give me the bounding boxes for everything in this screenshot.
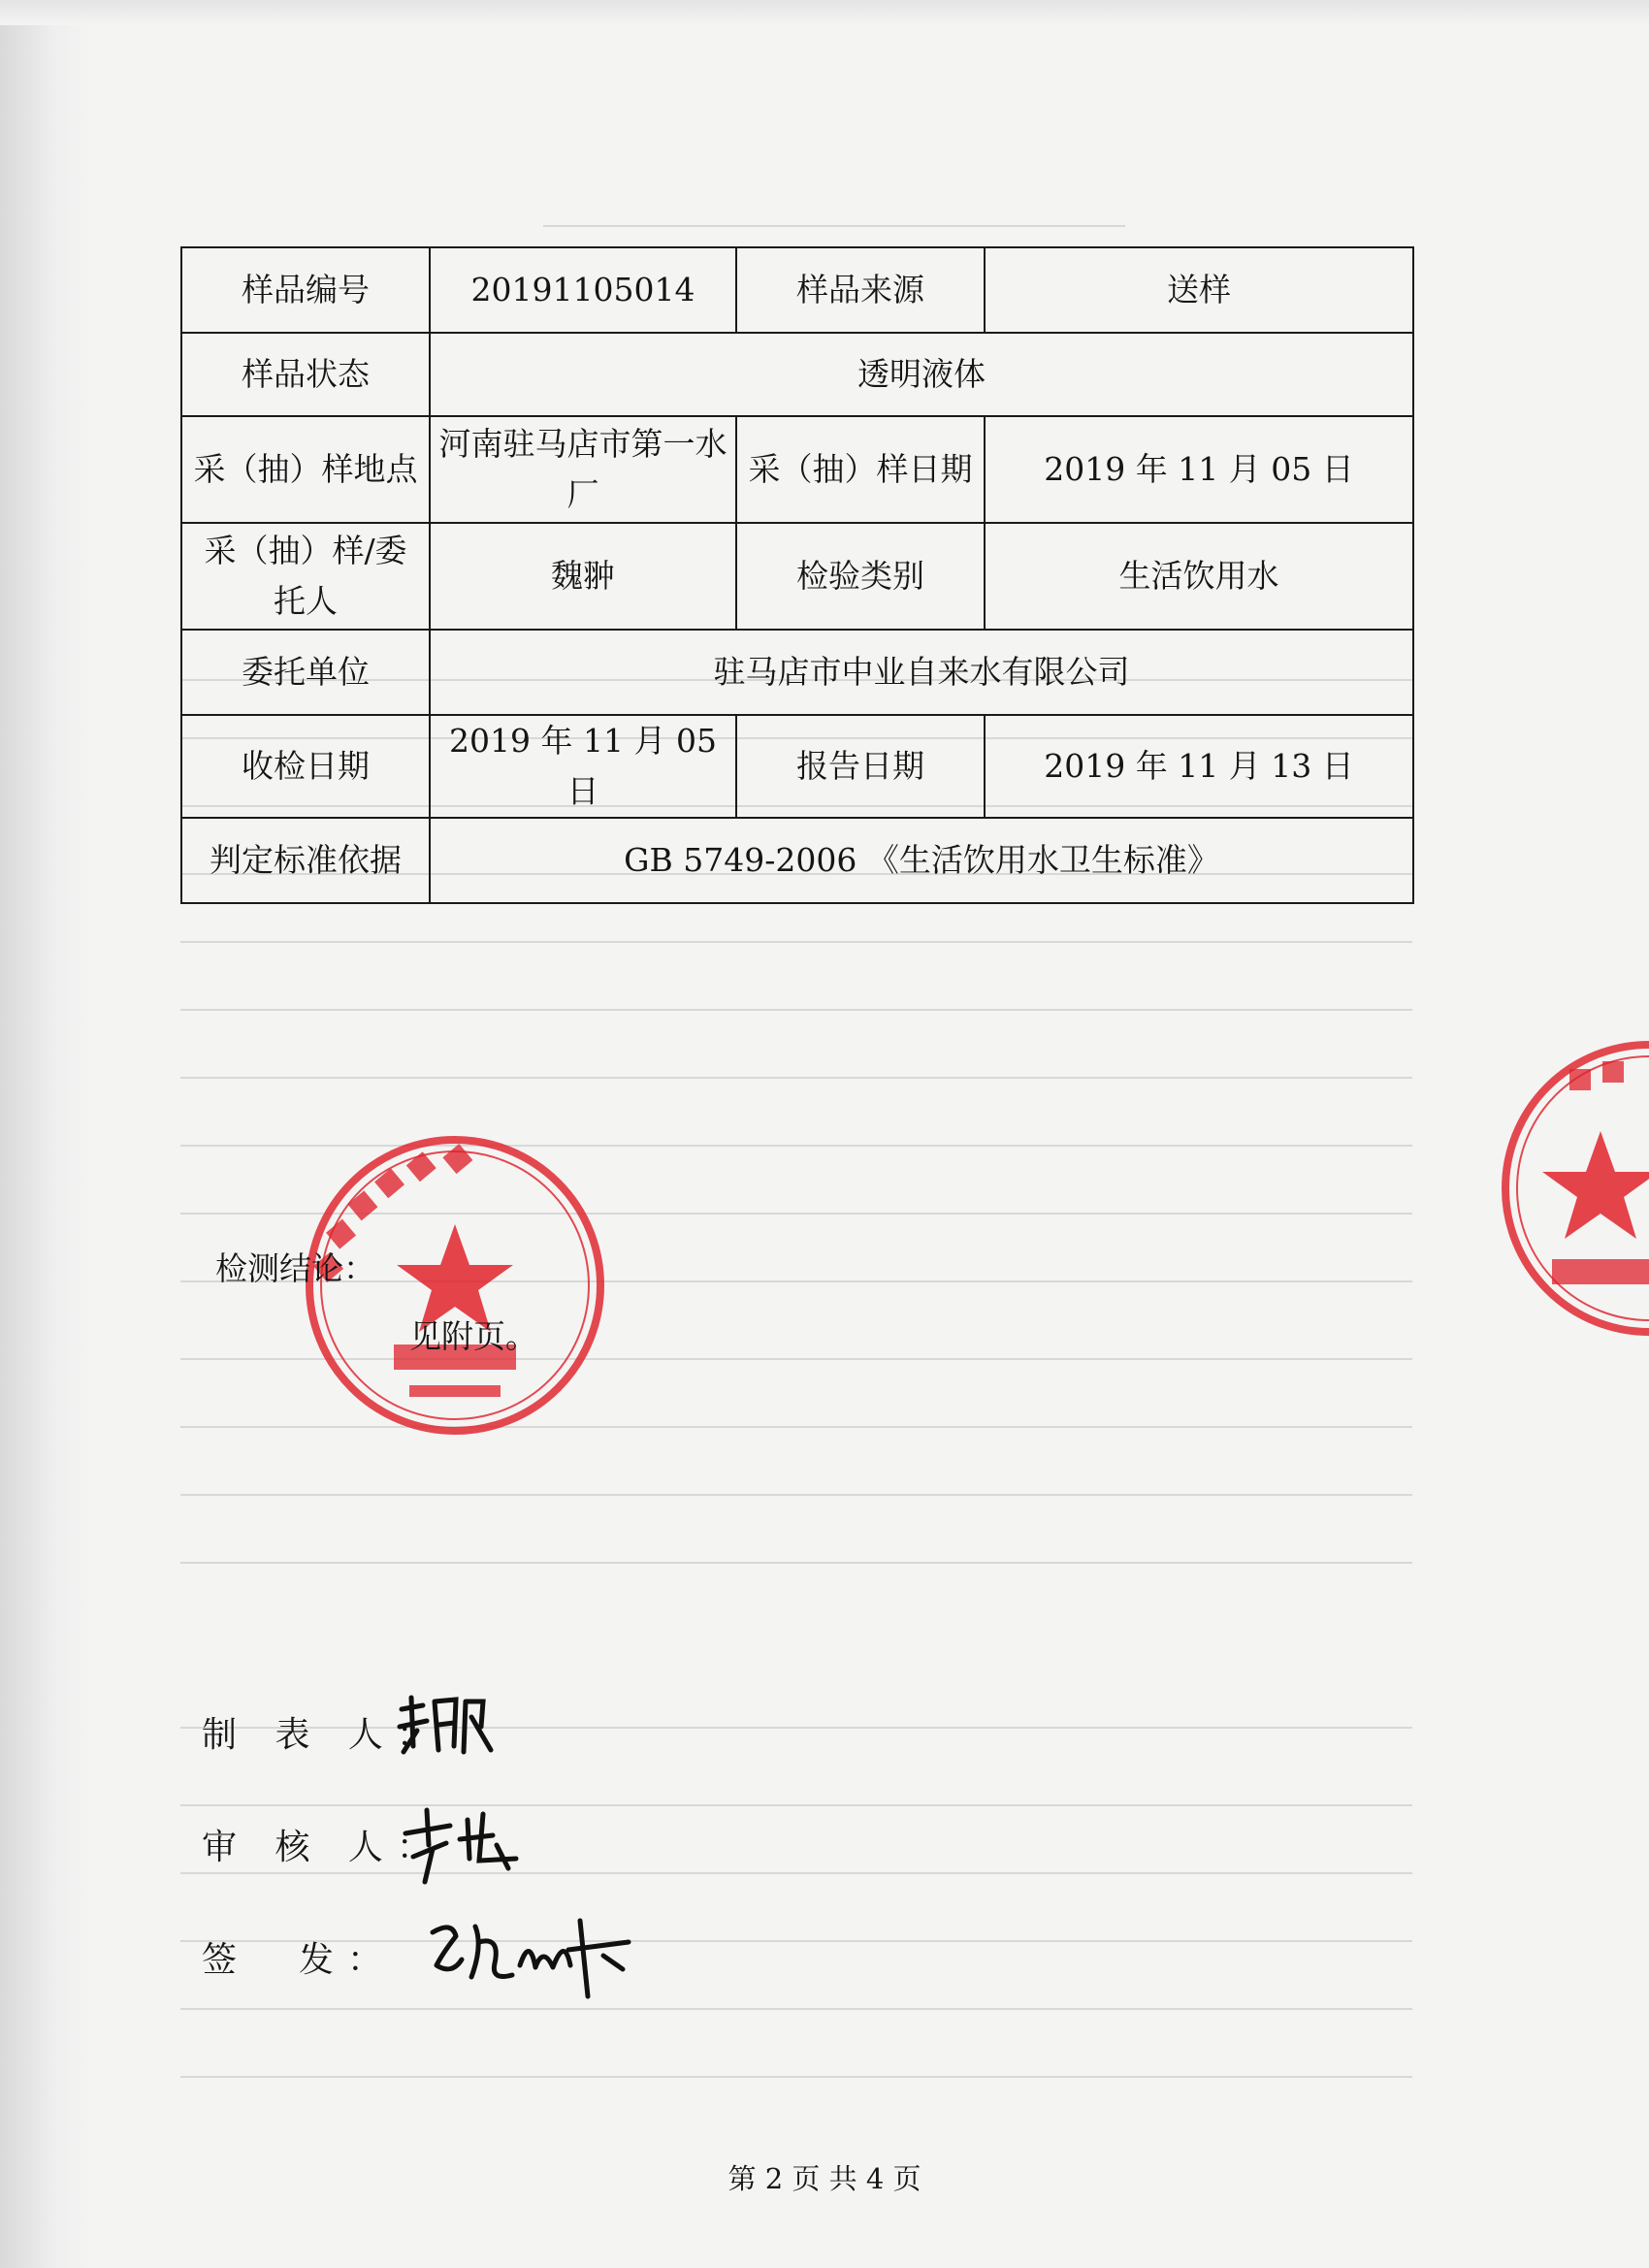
value-cell: 2019 年 11 月 05 日 xyxy=(430,715,736,818)
value-cell: 生活饮用水 xyxy=(985,523,1413,630)
label-cell: 采（抽）样地点 xyxy=(181,416,430,523)
table-row xyxy=(181,523,1413,630)
label-cell: 采（抽）样/委托人 xyxy=(181,523,430,630)
table-row xyxy=(181,416,1413,523)
reviewed-by-label: 审 核 人： xyxy=(202,1828,445,1867)
label-cell: 报告日期 xyxy=(736,715,985,818)
label-cell: 样品编号 xyxy=(181,247,430,333)
page-number: 第 2 页 共 4 页 xyxy=(728,2162,922,2195)
table-row xyxy=(181,333,1413,416)
issued-by-label: 签 发： xyxy=(202,1940,397,1980)
value-cell: 驻马店市中业自来水有限公司 xyxy=(430,630,1413,715)
inspection-seal-right xyxy=(1494,1034,1649,1343)
value-cell: GB 5749-2006 《生活饮用水卫生标准》 xyxy=(430,818,1413,903)
table-row xyxy=(181,818,1413,903)
label-cell: 收检日期 xyxy=(181,715,430,818)
label-cell: 检验类别 xyxy=(736,523,985,630)
conclusion-label: 检测结论： xyxy=(215,1249,375,1287)
label-cell: 样品状态 xyxy=(181,333,430,416)
table-row xyxy=(181,715,1413,818)
label-cell: 采（抽）样日期 xyxy=(736,416,985,523)
prepared-by-label: 制 表 人： xyxy=(202,1715,445,1755)
signature-issued-by xyxy=(423,1907,646,2004)
label-cell: 样品来源 xyxy=(736,247,985,333)
value-cell: 送样 xyxy=(985,247,1413,333)
value-cell: 透明液体 xyxy=(430,333,1413,416)
table-row xyxy=(181,630,1413,715)
value-cell: 魏翀 xyxy=(430,523,736,630)
page-shadow xyxy=(0,0,92,2268)
label-cell: 判定标准依据 xyxy=(181,818,430,903)
value-cell: 2019 年 11 月 13 日 xyxy=(985,715,1413,818)
label-cell: 委托单位 xyxy=(181,630,430,715)
value-cell: 20191105014 xyxy=(430,247,736,333)
sample-info-table xyxy=(180,246,1414,904)
signature-reviewed-by xyxy=(400,1800,526,1888)
value-cell: 2019 年 11 月 05 日 xyxy=(985,416,1413,523)
signature-prepared-by xyxy=(394,1688,501,1766)
conclusion-value: 见附页。 xyxy=(409,1317,537,1355)
page-top-edge xyxy=(0,0,1649,25)
table-row xyxy=(181,247,1413,333)
value-cell: 河南驻马店市第一水厂 xyxy=(430,416,736,523)
